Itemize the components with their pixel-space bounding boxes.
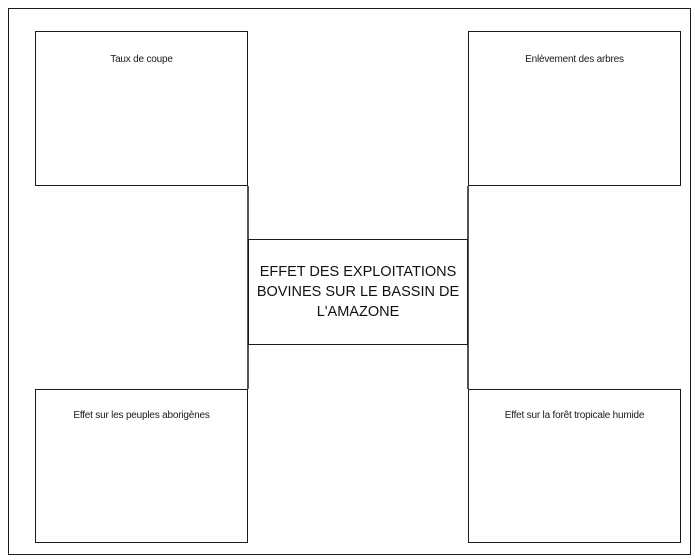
box-cutting-rate-label: Taux de coupe — [110, 54, 173, 65]
center-topic-line-3: L'AMAZONE — [316, 304, 400, 320]
center-topic-box — [248, 239, 468, 345]
center-topic-line-1: EFFET DES EXPLOITATIONS — [259, 264, 457, 280]
center-topic-line-2: BOVINES SUR LE BASSIN DE — [256, 284, 460, 300]
box-cutting-rate — [35, 31, 248, 186]
box-aboriginal-effect-label: Effet sur les peuples aborigènes — [73, 410, 210, 421]
box-rainforest-effect — [468, 389, 681, 543]
box-aboriginal-effect — [35, 389, 248, 543]
box-rainforest-effect-label: Effet sur la forêt tropicale humide — [504, 410, 645, 421]
box-tree-removal — [468, 31, 681, 186]
box-tree-removal-label: Enlèvement des arbres — [525, 54, 624, 65]
center-topic-title — [252, 262, 464, 322]
